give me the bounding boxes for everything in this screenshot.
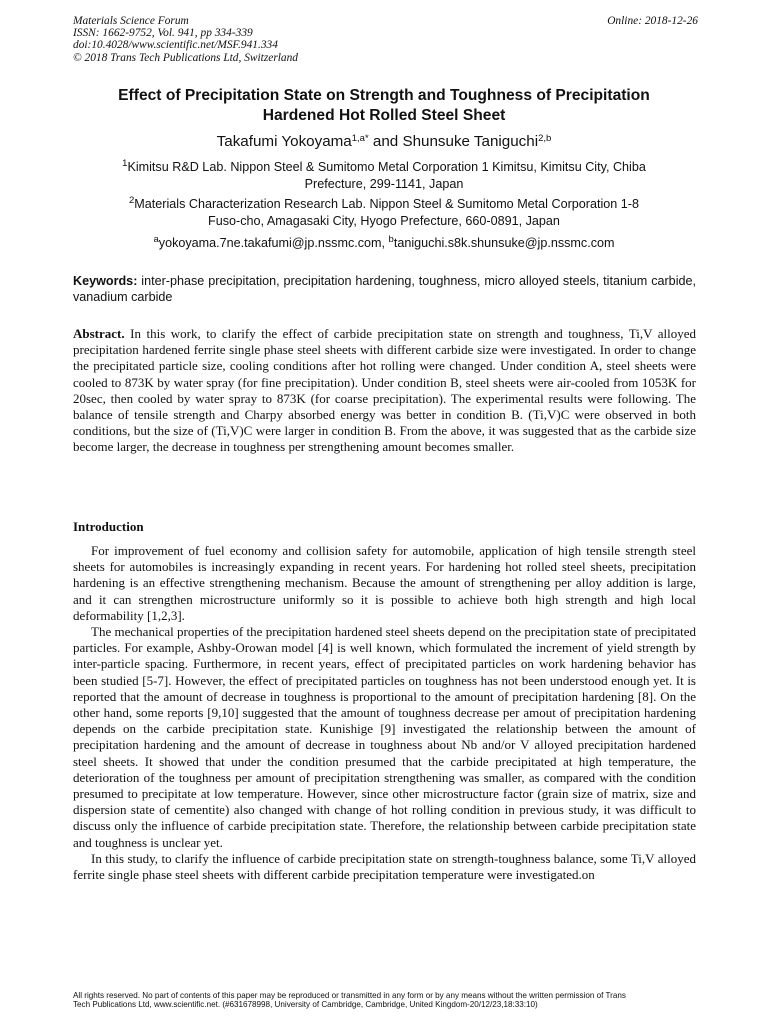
affiliation-2-marker: 2 <box>129 195 135 206</box>
keywords-section <box>73 273 696 305</box>
introduction-paragraph-3: In this study, to clarify the influence of carbide precipitation state on strength-toughness balance, some Ti,V alloyed ferrite single phase steel sheets with different carbide precipitation temperature were investigated.on <box>73 850 696 883</box>
affiliation-2 <box>70 196 698 229</box>
author-list <box>60 132 708 152</box>
copyright-footer <box>73 991 696 1009</box>
email-b-marker: b <box>388 234 394 245</box>
abstract-text: In this work, to clarify the effect of carbide precipitation state on strength and toughness, Ti,V alloyed precipitation hardened ferrite single phase steel sheets with different carbide size were investigated. In order to change the precipitated particle size, cooling conditions after hot rolling were changed. Under condition A, steel sheets were cooled to 873K by water spray (for fine precipitation). Under condition B, steel sheets were air-cooled from 1053K for 20sec, then cooled by water spray to 873K (for coarse precipitation). The experimental results were following. The balance of tensile strength and Charpy absorbed energy was better in condition B. (Ti,V)C were observed in both conditions, but the size of (Ti,V)C were larger in condition B. From the above, it was suggested that as the carbide size become larger, the decrease in toughness per strengthening amount becomes smaller. <box>73 326 696 455</box>
affiliation-1 <box>70 159 698 192</box>
keywords-label: Keywords: <box>73 274 138 288</box>
footer-line-1: All rights reserved. No part of contents of this paper may be reproduced or transmitted in any form or by any means without the written permission of Trans <box>73 991 626 1000</box>
author-emails <box>70 235 698 252</box>
journal-copyright: © 2018 Trans Tech Publications Ltd, Switzerland <box>73 51 298 64</box>
footer-line-2: Tech Publications Ltd, www.scientific.net. (#631678998, University of Cambridge, Cambridge, United Kingdom-20/12/23,18:33:10) <box>73 1000 538 1010</box>
introduction-body <box>73 543 696 883</box>
affiliation-2-line-1: Materials Characterization Research Lab. Nippon Steel & Sumitomo Metal Corporation 1-8 <box>134 197 639 211</box>
paper-title-line-2: Hardened Hot Rolled Steel Sheet <box>262 107 506 124</box>
author-2-marker: 2,b <box>538 133 552 144</box>
author-1-marker: 1,a* <box>351 133 369 144</box>
journal-name: Materials Science Forum <box>73 15 189 27</box>
email-author-1[interactable]: yokoyama.7ne.takafumi@jp.nssmc.com, <box>158 236 389 250</box>
author-conjunction: and <box>368 133 403 150</box>
keywords-text: inter-phase precipitation, precipitation hardening, toughness, micro alloyed steels, titanium carbide, vanadium carbide <box>73 274 696 305</box>
affiliation-1-line-2: Prefecture, 299-1141, Japan <box>304 176 464 191</box>
paper-title-line-1: Effect of Precipitation State on Strength and Toughness of Precipitation <box>118 87 650 104</box>
introduction-heading: Introduction <box>73 519 144 534</box>
journal-doi: doi:10.4028/www.scientific.net/MSF.941.334 <box>73 39 278 52</box>
author-name-2: Shunsuke Taniguchi <box>402 133 539 150</box>
abstract-label: Abstract. <box>73 326 125 341</box>
affiliation-2-line-2: Fuso-cho, Amagasaki City, Hyogo Prefecture, 660-0891, Japan <box>208 213 560 228</box>
online-date: Online: 2018-12-26 <box>607 15 698 27</box>
email-a-marker: a <box>153 234 159 245</box>
introduction-paragraph-1: For improvement of fuel economy and collision safety for automobile, application of high tensile strength steel sheets for automobiles is increasingly expanding in recent years. For hardening hot rolled steel sheets, precipitation hardening is an effective strengthening mechanism. Because the amount of strengthening per alloy addition is large, and it can strengthen microstructure uniformly so it is possible to achieve both high strength and high local deformability [1,2,3]. <box>73 543 696 623</box>
abstract-section <box>73 326 696 456</box>
email-author-2[interactable]: taniguchi.s8k.shunsuke@jp.nssmc.com <box>393 236 615 250</box>
introduction-paragraph-2: The mechanical properties of the precipitation hardened steel sheets depend on the precipitation state of precipitated particles. For example, Ashby-Orowan model [4] is well known, which formulated the increment of yield strength by inter-particle spacing. Furthermore, in recent years, effect of precipitated particles on work hardening behavior has been studied [5-7]. However, the effect of precipitated particles on toughness has not been understood enough yet. It is reported that the amount of decrease in toughness is proportional to the amount of precipitation hardening [8]. On the other hand, some reports [9,10] suggested that the amount of toughness decrease per amout of precipitation hardening depends on the carbide precipitation state. Kunishige [9] investigated the relationship between the amount of precipitation hardening and the amount of decrease in toughness about Nb and/or V alloyed precipitation hardened steel sheets. It showed that under the condition presumed that the carbide precipitated at high temperature, the deterioration of the toughness per amount of precipitation strengthening was smaller, as compared with the condition presumed to precipitate at low temperature. However, since other microstructure factor (grain size of matrix, size and dispersion state of cementite) also changed with change of hot rolling condition in previous study, it was difficult to discuss only the influence of carbide precipitation state. Therefore, the relationship between carbide precipitation state and toughness is unclear yet. <box>73 624 696 850</box>
paper-title <box>60 86 708 126</box>
journal-header <box>73 15 698 64</box>
author-name-1: Takafumi Yokoyama <box>216 133 352 150</box>
journal-issn: ISSN: 1662-9752, Vol. 941, pp 334-339 <box>73 27 253 40</box>
affiliation-1-marker: 1 <box>122 158 128 169</box>
affiliation-1-line-1: Kimitsu R&D Lab. Nippon Steel & Sumitomo Metal Corporation 1 Kimitsu, Kimitsu City, Chiba <box>127 160 646 174</box>
